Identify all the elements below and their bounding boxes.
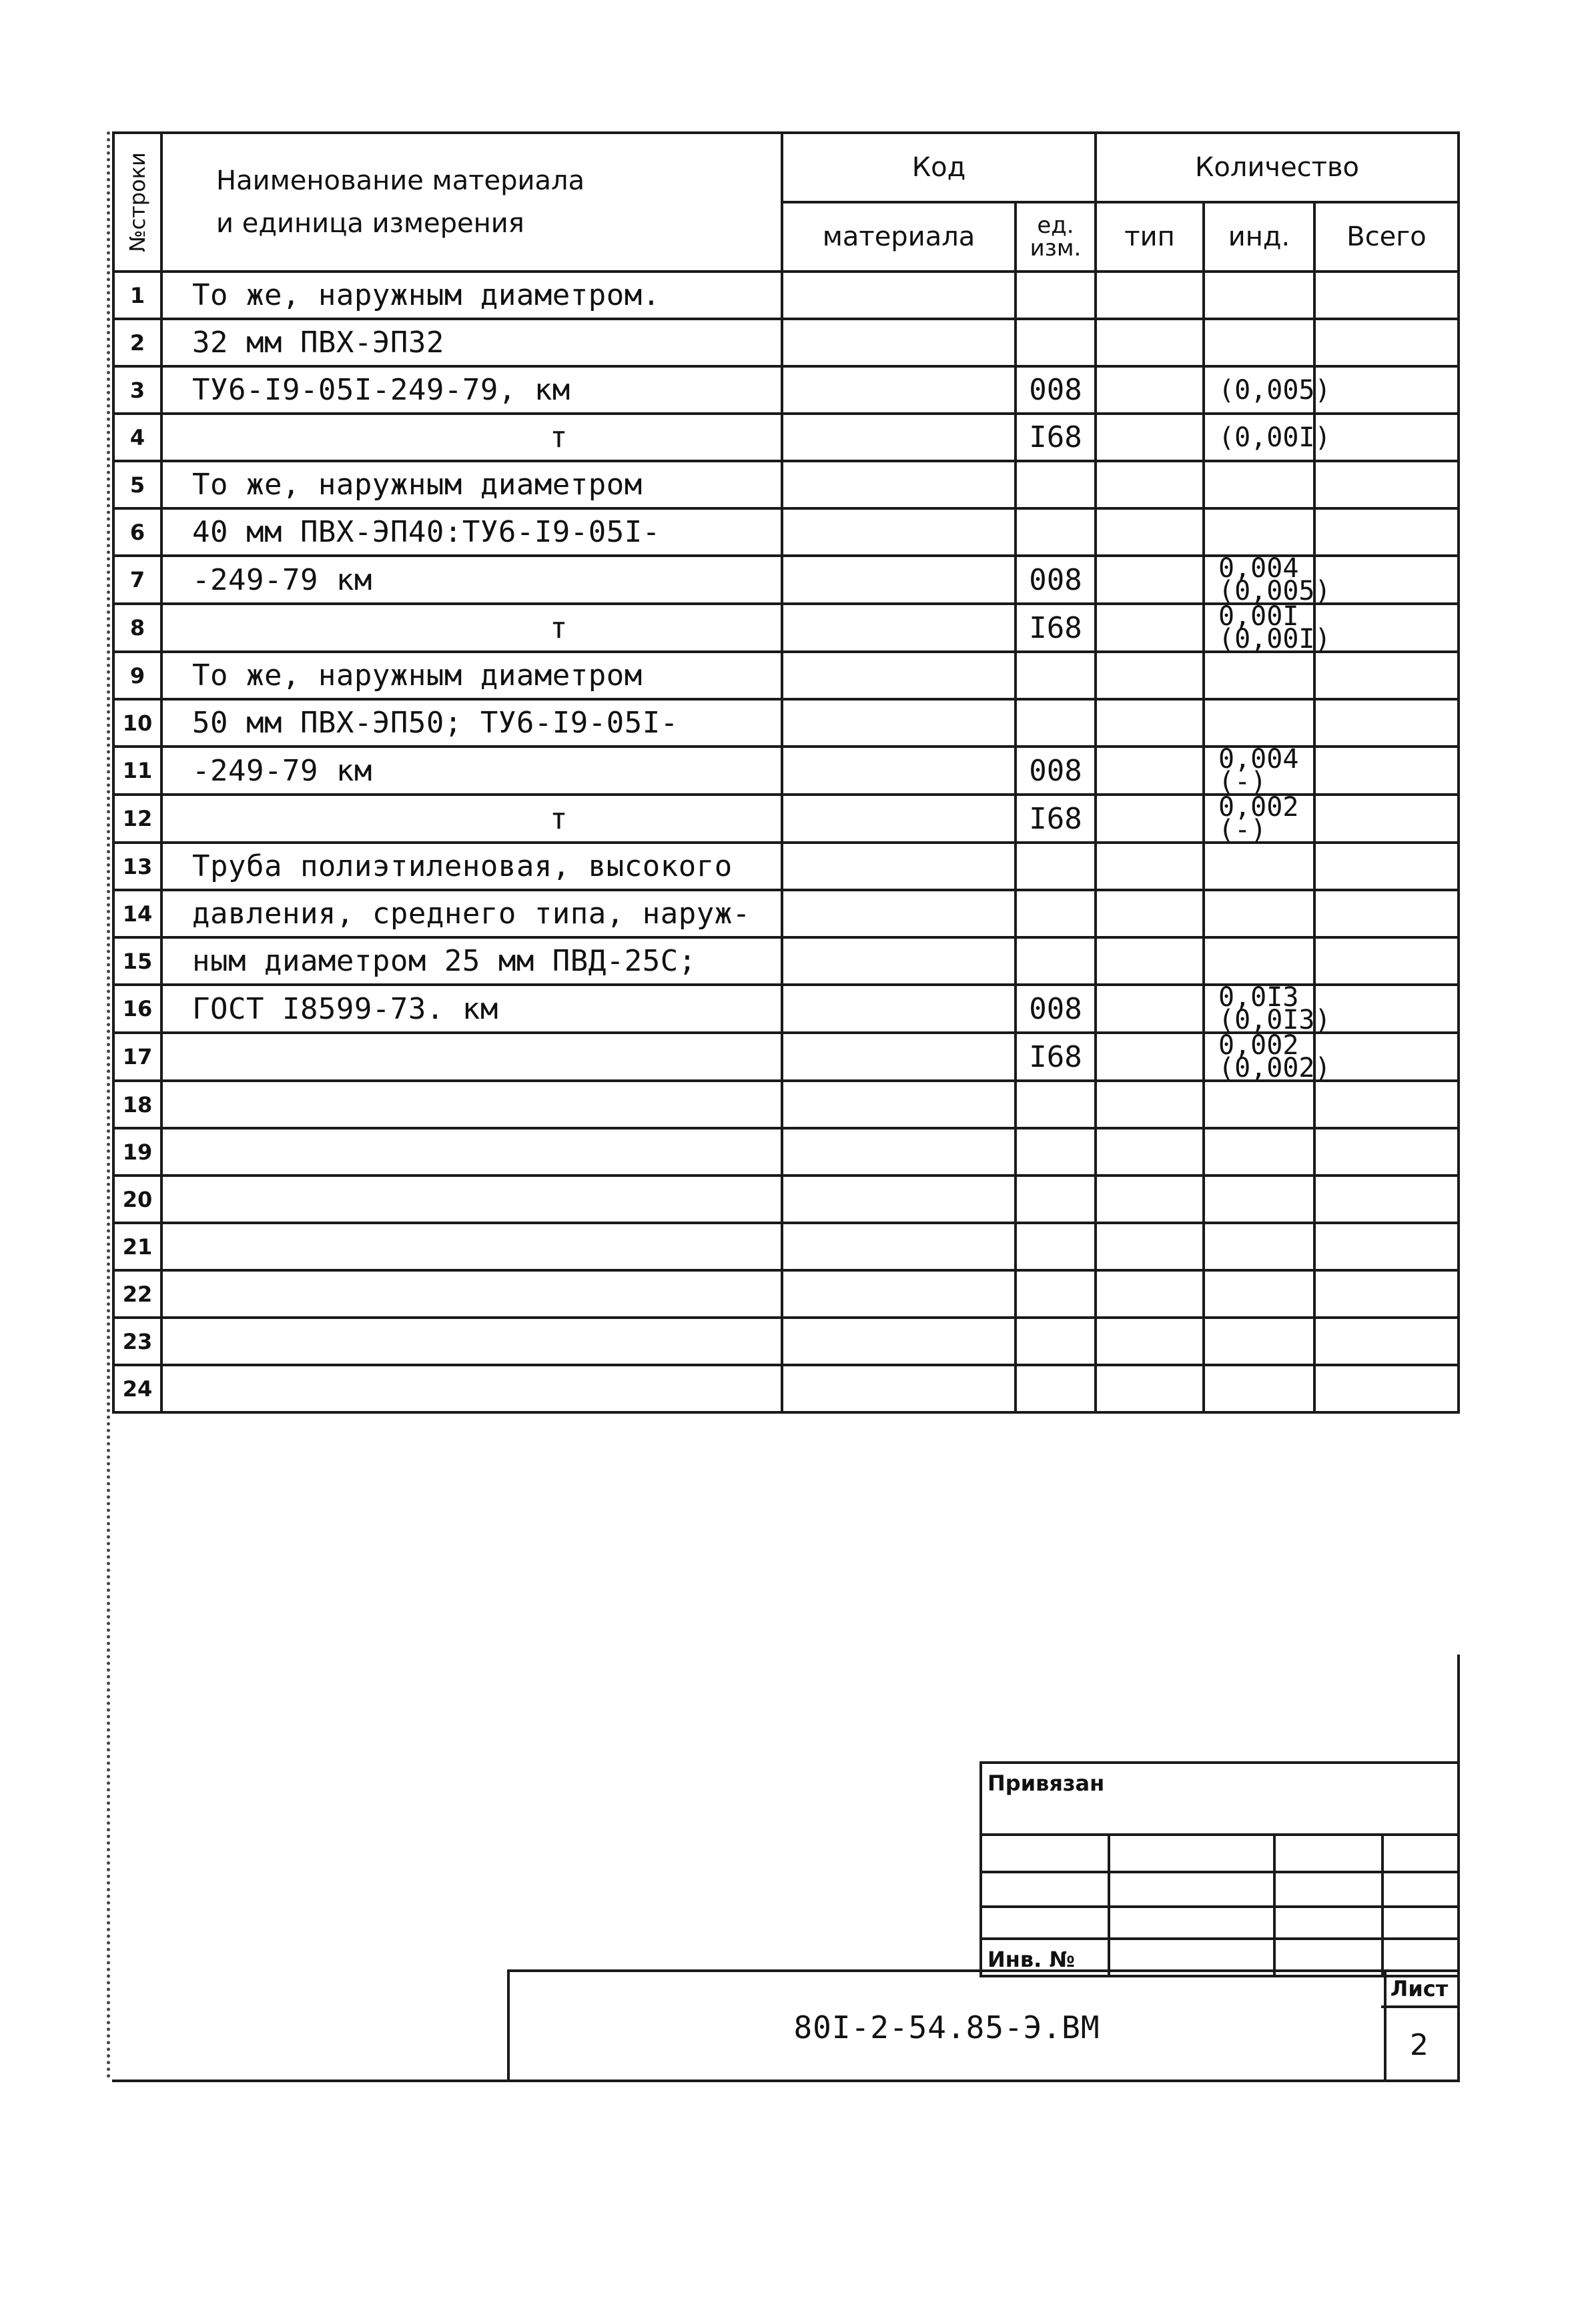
row-number: 20 [113, 1176, 161, 1223]
table-row [113, 843, 1459, 890]
table-row [113, 747, 1459, 795]
quantity-total [1314, 652, 1459, 699]
material-name: 40 мм ПВХ-ЭП40:ТУ6-I9-05I- [161, 508, 782, 556]
quantity-ind [1204, 1030, 1331, 1083]
quantity-value: 0,004 [1218, 553, 1299, 584]
quantity-value-prev: (0,0I3) [1218, 1005, 1331, 1035]
material-name [161, 1223, 782, 1270]
type-header: тип [1096, 202, 1204, 272]
unit-code [1016, 1318, 1096, 1365]
quantity-type [1096, 985, 1204, 1033]
unit-code: 008 [1016, 366, 1096, 414]
ind-header: инд. [1204, 202, 1314, 272]
row-number: 21 [113, 1223, 161, 1270]
table-row [113, 1081, 1459, 1128]
quantity-total [1314, 1365, 1459, 1412]
quantity-total [1314, 937, 1459, 985]
quantity-total [1314, 985, 1459, 1033]
unit-code [1016, 1128, 1096, 1176]
binding-block [979, 1761, 1460, 1977]
quantity-value-prev: (0,005) [1218, 576, 1331, 606]
quantity-type [1096, 461, 1204, 508]
sheet-label: Лист [1381, 1976, 1457, 2008]
quantity-value: 0,00I [1218, 601, 1299, 632]
quantity-ind [1204, 1128, 1314, 1176]
material-name [161, 1365, 782, 1412]
unit-code [1016, 461, 1096, 508]
quantity-type [1096, 1081, 1204, 1128]
table-row [113, 985, 1459, 1033]
quantity-ind [1204, 1318, 1314, 1365]
quantity-type [1096, 272, 1204, 319]
quantity-ind [1204, 1270, 1314, 1318]
row-number: 7 [113, 556, 161, 604]
quantity-value-prev: (0,005) [1218, 374, 1331, 406]
row-number-header: №строки [113, 133, 161, 272]
sheet-number: 2 [1410, 2028, 1429, 2062]
material-name [161, 1081, 782, 1128]
table-row [113, 937, 1459, 985]
quantity-ind [1204, 792, 1314, 845]
material-code [782, 414, 1016, 461]
quantity-ind [1204, 982, 1331, 1035]
material-code [782, 1081, 1016, 1128]
quantity-total [1314, 556, 1459, 604]
unit-code: I68 [1016, 604, 1096, 652]
quantity-ind [1204, 508, 1314, 556]
table-row [113, 319, 1459, 366]
table-row [113, 1270, 1459, 1318]
material-name: давления, среднего типа, наруж- [161, 890, 782, 937]
divider [982, 1905, 1460, 1908]
table-row [113, 414, 1459, 461]
quantity-ind [1204, 319, 1314, 366]
code-header: Код [782, 133, 1096, 202]
table-row [113, 272, 1459, 319]
unit-code: 008 [1016, 985, 1096, 1033]
material-code [782, 985, 1016, 1033]
quantity-total [1314, 1318, 1459, 1365]
quantity-total [1314, 843, 1459, 890]
unit-code: I68 [1016, 414, 1096, 461]
quantity-total [1314, 1223, 1459, 1270]
material-name: ТУ6-I9-05I-249-79, км [161, 366, 782, 414]
table-row [113, 366, 1459, 414]
quantity-total [1314, 604, 1459, 652]
sheet-number-block [1381, 1969, 1457, 2082]
quantity-type [1096, 652, 1204, 699]
divider [1108, 1836, 1110, 1975]
material-name [161, 1318, 782, 1365]
material-code [782, 652, 1016, 699]
unit-code [1016, 1223, 1096, 1270]
material-code [782, 1128, 1016, 1176]
material-code [782, 699, 1016, 747]
material-code [782, 890, 1016, 937]
material-code [782, 508, 1016, 556]
quantity-header: Количество [1096, 133, 1459, 202]
quantity-ind [1204, 1365, 1314, 1412]
row-number: 22 [113, 1270, 161, 1318]
name-header-line1: Наименование материала [216, 165, 585, 196]
total-header: Всего [1314, 202, 1459, 272]
unit-code-header: ед. изм. [1016, 202, 1096, 272]
quantity-value: 0,004 [1218, 744, 1299, 775]
unit-code [1016, 699, 1096, 747]
material-name: То же, наружным диаметром. [161, 272, 782, 319]
name-header-line2: и единица измерения [216, 208, 524, 239]
row-number: 19 [113, 1128, 161, 1176]
table-row [113, 890, 1459, 937]
material-name: т [161, 604, 782, 652]
material-code [782, 1318, 1016, 1365]
row-number: 9 [113, 652, 161, 699]
quantity-ind [1204, 553, 1331, 606]
title-block [507, 1969, 1386, 2082]
quantity-total [1314, 1270, 1459, 1318]
document-code: 80I-2-54.85-Э.ВМ [793, 2009, 1100, 2045]
unit-code [1016, 319, 1096, 366]
material-code [782, 366, 1016, 414]
quantity-type [1096, 508, 1204, 556]
unit-code: I68 [1016, 795, 1096, 843]
quantity-ind [1204, 652, 1314, 699]
table-row [113, 1033, 1459, 1081]
quantity-type [1096, 747, 1204, 795]
table-row [113, 699, 1459, 747]
quantity-ind [1204, 601, 1331, 654]
quantity-type [1096, 366, 1204, 414]
material-code [782, 937, 1016, 985]
quantity-value: 0,002 [1218, 792, 1299, 823]
quantity-type [1096, 556, 1204, 604]
material-code [782, 272, 1016, 319]
material-name: ным диаметром 25 мм ПВД-25С; [161, 937, 782, 985]
row-number: 13 [113, 843, 161, 890]
row-number: 5 [113, 461, 161, 508]
quantity-ind [1204, 366, 1331, 414]
quantity-total [1314, 747, 1459, 795]
quantity-ind [1204, 843, 1314, 890]
row-number: 12 [113, 795, 161, 843]
unit-code [1016, 1081, 1096, 1128]
unit-code [1016, 272, 1096, 319]
quantity-total [1314, 366, 1459, 414]
quantity-total [1314, 319, 1459, 366]
row-number: 1 [113, 272, 161, 319]
quantity-type [1096, 1128, 1204, 1176]
unit-code [1016, 508, 1096, 556]
name-header [161, 133, 782, 272]
quantity-ind [1204, 890, 1314, 937]
table-row [113, 556, 1459, 604]
row-number: 10 [113, 699, 161, 747]
quantity-ind [1204, 744, 1314, 797]
quantity-type [1096, 414, 1204, 461]
material-name: 50 мм ПВХ-ЭП50; ТУ6-I9-05I- [161, 699, 782, 747]
row-number: 24 [113, 1365, 161, 1412]
material-code [782, 556, 1016, 604]
divider [1381, 1836, 1384, 1975]
unit-code [1016, 843, 1096, 890]
unit-code [1016, 1270, 1096, 1318]
unit-code: I68 [1016, 1033, 1096, 1081]
quantity-type [1096, 937, 1204, 985]
table-row [113, 604, 1459, 652]
quantity-type [1096, 1176, 1204, 1223]
table-row [113, 652, 1459, 699]
table-row [113, 1223, 1459, 1270]
divider [1273, 1836, 1276, 1975]
row-number: 3 [113, 366, 161, 414]
row-number: 14 [113, 890, 161, 937]
divider [982, 1833, 1460, 1836]
quantity-total [1314, 890, 1459, 937]
row-number: 6 [113, 508, 161, 556]
quantity-value-prev: (0,00I) [1218, 624, 1331, 654]
material-name: т [161, 795, 782, 843]
material-name: ГОСТ I8599-73. км [161, 985, 782, 1033]
quantity-total [1314, 414, 1459, 461]
quantity-type [1096, 1033, 1204, 1081]
quantity-type [1096, 699, 1204, 747]
unit-code [1016, 1365, 1096, 1412]
unit-code [1016, 1176, 1096, 1223]
quantity-value-prev: (-) [1218, 767, 1267, 797]
material-name: -249-79 км [161, 747, 782, 795]
material-code [782, 1176, 1016, 1223]
row-number: 18 [113, 1081, 161, 1128]
unit-code [1016, 890, 1096, 937]
material-code [782, 1223, 1016, 1270]
quantity-value: 0,002 [1218, 1030, 1299, 1061]
material-code [782, 319, 1016, 366]
quantity-ind [1204, 937, 1314, 985]
row-number: 8 [113, 604, 161, 652]
row-number: 16 [113, 985, 161, 1033]
quantity-ind [1204, 1081, 1314, 1128]
quantity-total [1314, 272, 1459, 319]
quantity-ind [1204, 1176, 1314, 1223]
material-code [782, 1365, 1016, 1412]
row-number: 11 [113, 747, 161, 795]
bound-label: Привязан [987, 1771, 1105, 1796]
table-row [113, 1128, 1459, 1176]
divider [982, 1937, 1460, 1940]
quantity-total [1314, 1128, 1459, 1176]
table-body [113, 272, 1459, 1412]
row-number: 17 [113, 1033, 161, 1081]
material-name: т [161, 414, 782, 461]
quantity-total [1314, 1081, 1459, 1128]
quantity-value-prev: (0,002) [1218, 1053, 1331, 1083]
quantity-ind [1204, 414, 1331, 461]
material-code [782, 843, 1016, 890]
quantity-total [1314, 795, 1459, 843]
material-name [161, 1270, 782, 1318]
quantity-type [1096, 319, 1204, 366]
material-name: 32 мм ПВХ-ЭП32 [161, 319, 782, 366]
quantity-ind [1204, 272, 1314, 319]
quantity-value-prev: (0,00I) [1218, 422, 1331, 453]
row-number: 4 [113, 414, 161, 461]
quantity-total [1314, 1033, 1459, 1081]
quantity-ind [1204, 1223, 1314, 1270]
material-code [782, 604, 1016, 652]
table-row [113, 1176, 1459, 1223]
row-number: 23 [113, 1318, 161, 1365]
quantity-ind [1204, 461, 1314, 508]
quantity-total [1314, 461, 1459, 508]
divider [982, 1871, 1460, 1873]
material-code [782, 1270, 1016, 1318]
unit-code: 008 [1016, 747, 1096, 795]
material-name [161, 1128, 782, 1176]
quantity-value-prev: (-) [1218, 815, 1267, 845]
material-code [782, 461, 1016, 508]
quantity-total [1314, 699, 1459, 747]
material-name [161, 1033, 782, 1081]
quantity-type [1096, 1270, 1204, 1318]
quantity-type [1096, 604, 1204, 652]
table-row [113, 461, 1459, 508]
quantity-value: 0,0I3 [1218, 982, 1299, 1013]
inventory-number-label: Инв. № [987, 1947, 1075, 1972]
quantity-type [1096, 1318, 1204, 1365]
material-code [782, 747, 1016, 795]
material-code [782, 1033, 1016, 1081]
unit-code: 008 [1016, 556, 1096, 604]
quantity-total [1314, 1176, 1459, 1223]
quantity-type [1096, 843, 1204, 890]
unit-code [1016, 652, 1096, 699]
table-row [113, 508, 1459, 556]
material-name: То же, наружным диаметром [161, 461, 782, 508]
quantity-type [1096, 890, 1204, 937]
quantity-type [1096, 1365, 1204, 1412]
unit-code [1016, 937, 1096, 985]
material-name [161, 1176, 782, 1223]
row-number: 2 [113, 319, 161, 366]
material-code-header: материала [782, 202, 1016, 272]
quantity-type [1096, 1223, 1204, 1270]
material-name: Труба полиэтиленовая, высокого [161, 843, 782, 890]
table-row [113, 1365, 1459, 1412]
table-row [113, 1318, 1459, 1365]
material-code [782, 795, 1016, 843]
quantity-type [1096, 795, 1204, 843]
quantity-ind [1204, 699, 1314, 747]
materials-table [112, 131, 1460, 1414]
table-row [113, 795, 1459, 843]
material-name: -249-79 км [161, 556, 782, 604]
material-name: То же, наружным диаметром [161, 652, 782, 699]
row-number: 15 [113, 937, 161, 985]
quantity-total [1314, 508, 1459, 556]
